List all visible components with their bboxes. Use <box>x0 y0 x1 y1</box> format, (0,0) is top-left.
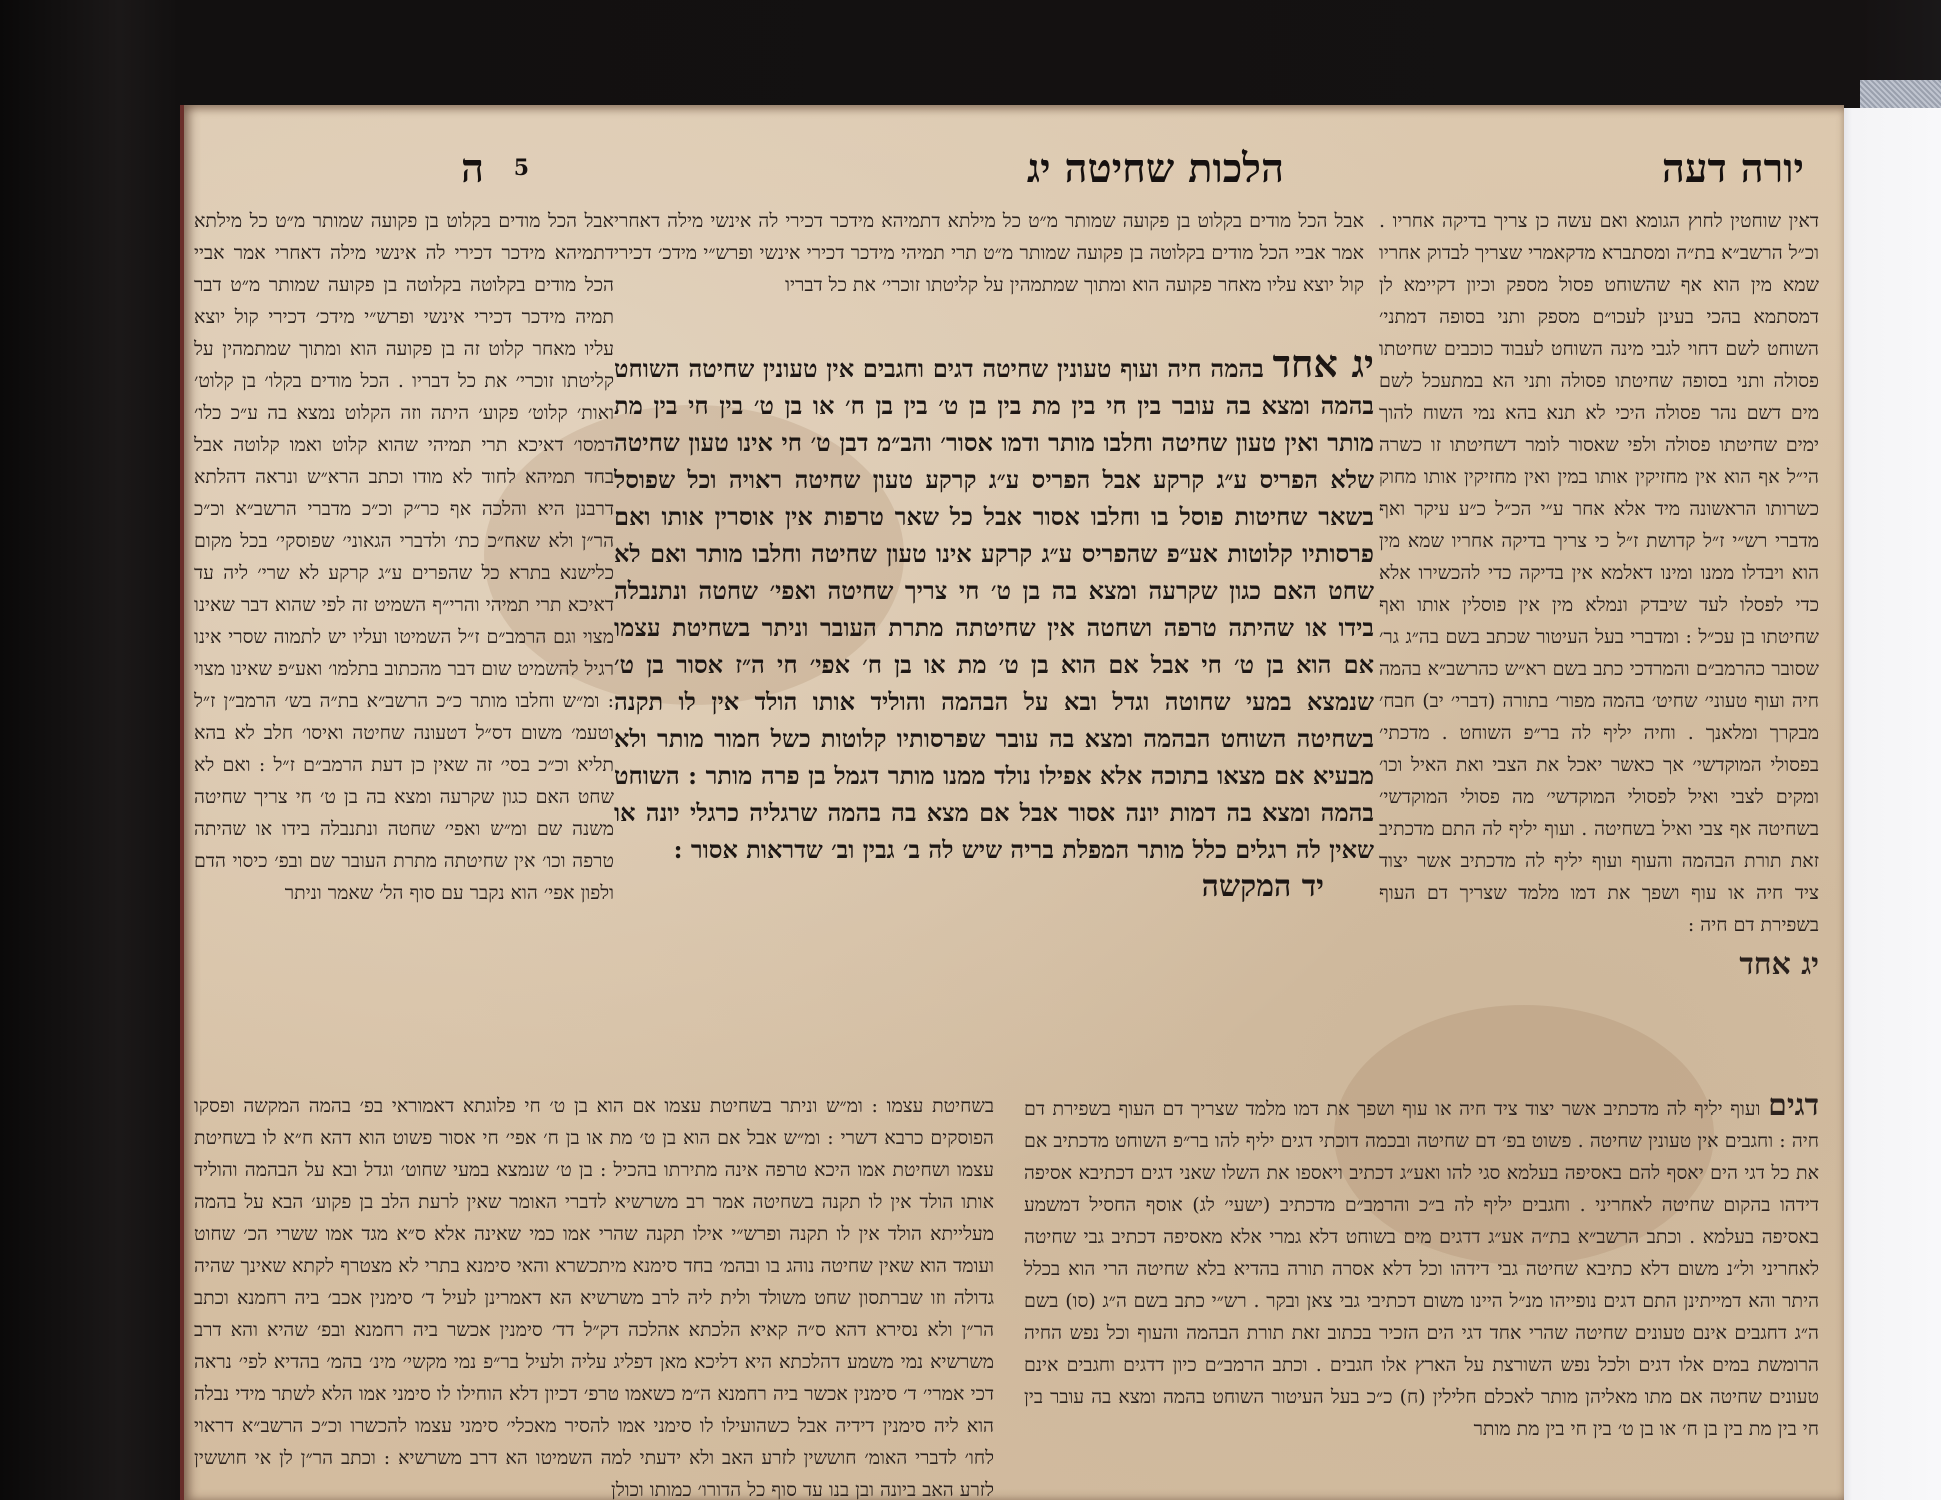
commentary-text: אבל הכל מודים בקלוט בן פקועה שמותר מ״ט כל מילתא דתמיהא מידכר דכירי לה אינשי מילה דאחרי אמר אביי הכל מודים בקלוטה בן פקועה שמותר מ״ט תרי תמיהי מידכר דכירי אינשי ופרש״י מידכ׳ דכירי קול יוצא עליו מאחר פקועה הוא ומתוך שמתמהין על קליטתו זוכרי׳ את כל דבריו <box>614 210 1364 296</box>
commentary-text: ועוף יליף לה מדכתיב אשר יצוד ציד חיה או עוף ושפך את דמו מלמד שצריך דם העוף בשפירת דם חיה : וחגבים אין טעונין שחיטה . פשוט בפ׳ דם שחיטה ובכמה דוכתי דגים יליף להו בר״פ השוחט מדכתיב אם את כל דגי הים יאסף להם באסיפה בעלמא סגי להו ואע״ג דכתיב ויאספו את השלו שאני דגים דכתיבא אסיפה דידהו בהקום שחיטה לאחריני . וחגבים יליף לה ב״כ והרמב״ם מדכתיב (ישעי׳ לג) אוסף החסיל דמשמע באסיפה בעלמא . וכתב הרשב״א בת״ה אע״ג דדגים מים בשוחט דלא גמרי אלא מאסיפה דכתיב גבי שחיטה לאחריני ול״נ משום דלא כתיבא שחיטה גבי דידהו וכל דלא אסרה תורה בהדיא בלא שחיטה הרי הוא בכלל היתר והא דמייתינן התם דגים נופייהו מנ״ל היינו משום דכתיבי גבי צאן ובקר . רש״י כתב בשם ה״ג (סו) בשם ה״ג דחגבים אינם טעונים שחיטה שהרי אחד דגי הים הזכיר בכתוב זאת תורת הבהמה והעוף וכל נפש החיה הרומשת במים אלו דגים ולכל נפש השורצת על הארץ אלו חגבים . וכתב הרמב״ם כיון דדגים וחגבים אינם טעונים שחיטה אם מתו מאליהן מותר לאכלם חלילין (ח) כ״כ בעל העיטור השוחט בהמה ומצא בה עובר בין חי בין מת בין בן ח׳ או בן ט׳ בין חי בין מת מותר <box>1024 1098 1819 1440</box>
header-chapter-title: הלכות שחיטה יג <box>1026 145 1284 192</box>
commentary-text: בשחיטת עצמו : ומ״ש וניתר בשחיטת עצמו אם הוא בן ט׳ חי פלוגתא דאמוראי בפ׳ בהמה המקשה ופסקו הפוסקים כרבא דשרי : ומ״ש אבל אם הוא בן ט׳ מת או בן ח׳ אפי׳ חי אסור פשוט הוא דהא ח״א לו בשחיטת עצמו ושחיטת אמו היכא טרפה אינה מתירתו בהכיל : בן ט׳ שנמצא במעי שחוט׳ וגדל ובא על הבהמה והוליד אותו הולד אין לו תקנה בשחיטה אמר רב משרשיא לדברי האומר שאין לרעת הלב בן פקוע׳ הבא על בהמה מעלייתא הולד אין לו תקנה ופרש״י אילו תקנה שהרי אמו כמי שאינה אלא ס״א מגד אמו ששרי הכ׳ שחוט ועומד הוא שאין שחיטה נוהג בו ובהמ׳ בחד סימנא מיתכשרא והאי סימנא בתרי לא מצטרף לקתא שאינך שהיה גדולה וזו שברתסון שחט משולד ולית ליה לרב משרשיא הא דאמרינן לעיל ד׳ סימנין אכב׳ ביה רחמנא וכתב הר״ן ולא נסירא דהא ס״ה קאיא הלכתא אהלכה דק״ל דד׳ סימנין אכשר ביה רחמנא ובפ׳ שהיא והא דרב משרשיא נמי משמע דהלכתא היא דליכא מאן דפליג עליה ולעיל בר״פ נמי מקשי׳ מינ׳ בהמ׳ בהדיא לפי׳ נראה דכי אמרי׳ ד׳ סימנין אכשר ביה רחמנא ה״מ כשאמו טרפ׳ דכיון דלא הוחילו לו סימני אמו הלא לשתר מידי נבלה הוא ליה סימנין דידיה אבל כשהועילו לו סימני אמו להסיר מאכלי׳ סימני עצמו להכשרו וכ״כ הרשב״א דראוי לחו׳ לדברי האומ׳ חוששין לזרע האב ולא ידעתי למה השמיטו הא דרב משרשיא : וכתב הר״ן לן אי חוששין לזרע האב ביונה ובן בנו עד סוף כל הדורו׳ כמותו וכולן <box>194 1095 994 1500</box>
header-page-number: 5 <box>513 155 529 181</box>
book-page <box>180 105 1844 1500</box>
commentary-column-left <box>194 205 614 1085</box>
main-text-body: בהמה חיה ועוף טעונין שחיטה דגים וחגבים אין טעונין שחיטה השוחט בהמה ומצא בה עובר בין חי בין מת בין בן ט׳ בין בן ח׳ או בן ט׳ בין חי בין מת מותר ואין טעון שחיטה וחלבו מותר ודמו אסור׳ והב״מ דבן ט׳ חי אינו טעון שחיטה שלא הפריס ע״ג קרקע אבל הפריס ע״ג קרקע טעון שחיטה ראויה וכל שפוסל בשאר שחיטות פוסל בו וחלבו אסור אבל כל שאר טרפות אין אוסרין אותו ואם פרסותיו קלוטות אע״פ שהפריס ע״ג קרקע אינו טעון שחיטה וחלבו מותר ואם לא שחט האם כגון שקרעה ומצא בה בן ט׳ חי צריך שחיטה ואפי׳ שחטה ונתנבלה בידו או שהיתה טרפה ושחטה אין שחיטתה מתרת העובר וניתר בשחיטת עצמו אם הוא בן ט׳ חי אבל אם הוא בן ט׳ מת או בן ח׳ אפי׳ חי ה״ז אסור בן ט׳ שנמצא במעי שחוטה וגדל ובא על הבהמה והוליד אותו הולד אין לו תקנה בשחיטה השוחט הבהמה ומצא בה עובר שפרסותיו קלוטות כשל חמור מותר ולא מבעיא אם מצאו בתוכה אלא אפילו נולד ממנו מותר דגמל בן פרה מותר : השוחט בהמה ומצא בה דמות יונה אסור אבל אם מצא בה בהמה שרגליה כרגלי יונה או שאין לה רגלים כלל מותר המפלת בריה שיש לה ב׳ גבין וב׳ שדראות אסור : <box>614 354 1374 864</box>
commentary-top-middle <box>614 205 1364 325</box>
commentary-text: דאין שוחטין לחוץ הגומא ואם עשה כן צריך בדיקה אחריו . וכ״ל הרשב״א בת״ה ומסתברא מדקאמרי שצריך לבדוק אחריו שמא מין הוא אף שהשוחט פסול מספק וכיון דקיימא לן דמסתמא בהכי בעינן לעכו״ם מספק ותני בסופה דמתני׳ השוחט לשם דחוי לגבי מינה השוחט לעבוד כוכבים שחיטתו פסולה ותני בסופה שחיטתו פסולה ותני הא במתעכל לשם מים דשם נהר פסולה היכי לא תנא בהא נמי השוח להוך ימים שחיטתו פסולה ולפי שאסור לומר דשחיטתו זו כשרה הי״ל אף הוא אין מחזיקין אותו במין ואין מחזיקין אותו מחוק כשרותו הראשונה מיד אלא אחר ע״י הכ״ל כ״ע עיקר ואף מדברי רש״י ז״ל קדושת ז״ל כי צריך בדיקה אחריו שמא מין הוא ויבדלו ממנו ומינו דאלמא אין בדיקה כדי להכשירו אלא כדי לפסלו לעד שיבדק ונמלא מין אין פוסלין אותו ואף שחיטתו בן עכ״ל : ומדברי בעל העיטור שכתב בשם בה״ג גר׳ שסובר כהרמב״ם והמרדכי כתב בשם רא״ש כהרשב״א בהמה חיה ועוף טעוני׳ שחיט׳ בהמה מפור׳ בתורה (דברי׳ יב) חבח׳ מבקרך ומלאנך . וחיה יליף לה בר״פ השוחט . מדכתי׳ בפסולי המוקדשי׳ אך כאשר יאכל את הצבי ואת האיל וכו׳ ומקים לצבי ואיל לפסולי המוקדשי׳ מה פסולי המוקדשי׳ בשחיטה אף צבי ואיל בשחיטה . ועוף יליף לה התם מדכתיב זאת תורת הבהמה והעוף ועוף יליף לה מדכתיב אשר יצוד ציד חיה או עוף ושפך את דמו מלמד שצריך דם העוף בשפירת דם חיה : <box>1379 210 1819 936</box>
next-section-heading: יד המקשה <box>1201 869 1324 904</box>
main-text-opening-word: יג אחד <box>1272 345 1374 386</box>
main-text-block <box>614 345 1374 1065</box>
adjacent-white-leaf <box>1832 108 1941 1500</box>
running-header <box>184 145 1844 205</box>
commentary-opening-word: יג אחד <box>1739 947 1819 982</box>
commentary-bottom-left <box>194 1090 994 1500</box>
header-section-title: יורה דעה <box>1661 145 1804 192</box>
header-folio-letter: ה <box>460 145 484 192</box>
commentary-text: אבל הכל מודים בקלוט בן פקועה שמותר מ״ט כל מילתא דתמיהא מידכר דכירי לה אינשי מילה דאחרי אמר אביי הכל מודים בקלוטה בקלוטה בן פקועה שמותר מ״ט דבר תמיה מידכר דכירי אינשי ופרש״י מידכ׳ דכירי קול יוצא עליו מאחר קלוט זה בן פקועה הוא ומתוך שמתמהין על קליטתו זוכרי׳ את כל דבריו . הכל מודים בקלו׳ בן קלוט׳ ואות׳ קלוט׳ פקוע׳ היתה וזה הקלוט נמצא בה ע״כ כלו׳ דמסו׳ דאיכא תרי תמיהי שהוא קלוט ואמו קלוטה אבל בחד תמיהא לחוד לא מודו וכתב הרא״ש ונראה דהלתא דרבנן היא והלכה אף כר״ק וכ״כ מדברי הרשב״א וכ״כ הר״ן ולא שאח״כ כת׳ ולדברי הגאוני׳ שפוסקי׳ בכל מקום כלישנא בתרא כל שהפרים ע״ג קרקע לא שרי׳ ליה עד דאיכא תרי תמיהי והרי״ף השמיט זה לפי שהוא דבר שאינו מצוי וגם הרמב״ם ז״ל השמיטו ועליו יש לתמוה שסרי אינו רגיל להשמיט שום דבר מהכתוב בתלמו׳ ואע״פ שאינו מצוי : ומ״ש וחלבו מותר כ״כ הרשב״א בת״ה בש׳ הרמב״ן ז״ל וטעמ׳ משום דס״ל דטעונה שחיטה ואיסו׳ חלב לא בהא תליא וכ״כ בסי׳ זה שאין כן דעת הרמב״ם ז״ל : ואם לא שחט האם כגון שקרעה ומצא בה בן ט׳ חי צריך שחיטה משנה שם ומ״ש ואפי׳ שחטה ונתנבלה בידו או שהיתה טרפה וכו׳ אין שחיטתה מתרת העובר שם ובפ׳ כיסוי הדם ולפון אפי׳ הוא נקבר עם סוף הל׳ שאמר וניתר <box>194 210 614 904</box>
commentary-opening-word: דגים <box>1768 1090 1819 1123</box>
commentary-column-right <box>1379 205 1819 1085</box>
book-cloth-corner <box>1860 80 1941 110</box>
commentary-bottom-right <box>1024 1090 1819 1500</box>
